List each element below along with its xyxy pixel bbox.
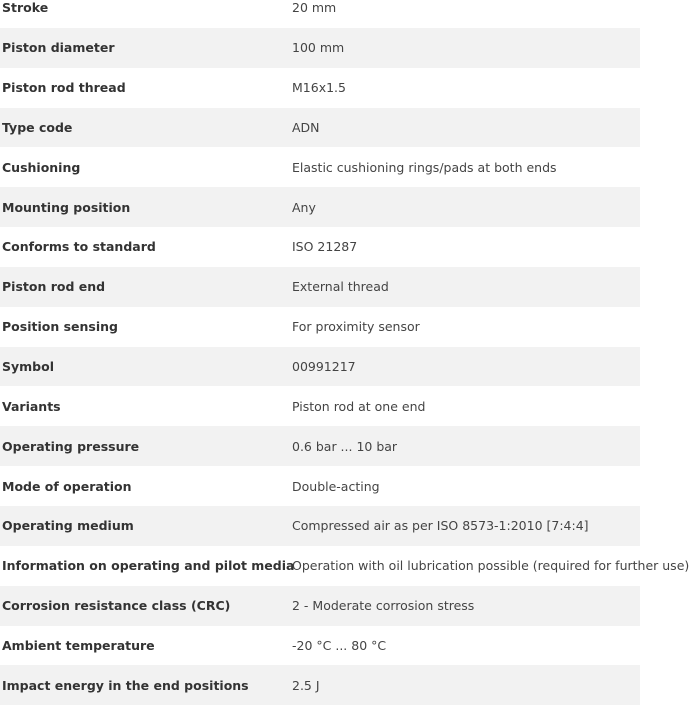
- spec-value: For proximity sensor: [292, 319, 420, 335]
- table-row: [0, 28, 640, 68]
- spec-label: Piston diameter: [2, 40, 115, 56]
- table-row: [0, 227, 640, 267]
- table-row: [0, 386, 640, 426]
- spec-label: Type code: [2, 119, 73, 135]
- spec-label: Conforms to standard: [2, 239, 156, 255]
- spec-label: Variants: [2, 398, 61, 414]
- table-row: [0, 626, 640, 666]
- spec-value: 100 mm: [292, 40, 345, 56]
- table-row: [0, 466, 640, 506]
- spec-label: Piston rod thread: [2, 80, 126, 96]
- spec-label: Symbol: [2, 359, 54, 375]
- table-row: [0, 586, 640, 626]
- spec-label: Impact energy in the end positions: [2, 677, 249, 693]
- spec-value: 2 - Moderate corrosion stress: [292, 598, 475, 614]
- spec-label: Mounting position: [2, 199, 131, 215]
- spec-label: Operating medium: [2, 518, 134, 534]
- table-row: [0, 426, 640, 466]
- table-row: [0, 147, 640, 187]
- spec-label: Stroke: [2, 0, 49, 16]
- spec-value: 0.6 bar ... 10 bar: [292, 438, 398, 454]
- spec-label: Mode of operation: [2, 478, 132, 494]
- spec-value: -20 °C ... 80 °C: [292, 637, 387, 653]
- spec-label: Corrosion resistance class (CRC): [2, 598, 231, 614]
- spec-label: Ambient temperature: [2, 637, 155, 653]
- spec-label: Piston rod end: [2, 279, 106, 295]
- table-row: [0, 546, 689, 586]
- spec-value: Piston rod at one end: [292, 398, 426, 414]
- spec-label: Information on operating and pilot media: [2, 558, 295, 574]
- spec-label: Cushioning: [2, 159, 81, 175]
- table-row: [0, 665, 640, 705]
- spec-label: Operating pressure: [2, 438, 140, 454]
- table-row: [0, 68, 640, 108]
- spec-value: 2.5 J: [292, 677, 320, 693]
- spec-value: Compressed air as per ISO 8573-1:2010 [7:4:4]: [292, 518, 589, 534]
- spec-value: Operation with oil lubrication possible (required for further use): [292, 558, 689, 574]
- table-row: [0, 187, 640, 227]
- spec-value: ADN: [292, 119, 320, 135]
- table-row: [0, 307, 640, 347]
- table-row: [0, 108, 640, 148]
- table-row: [0, 0, 640, 28]
- spec-value: 20 mm: [292, 0, 337, 16]
- table-row: [0, 267, 640, 307]
- spec-value: External thread: [292, 279, 389, 295]
- spec-value: 00991217: [292, 359, 356, 375]
- table-row: [0, 506, 640, 546]
- spec-value: Double-acting: [292, 478, 380, 494]
- spec-value: ISO 21287: [292, 239, 358, 255]
- spec-value: M16x1.5: [292, 80, 346, 96]
- spec-value: Elastic cushioning rings/pads at both ends: [292, 159, 557, 175]
- spec-value: Any: [292, 199, 316, 215]
- table-row: [0, 347, 640, 387]
- spec-label: Position sensing: [2, 319, 118, 335]
